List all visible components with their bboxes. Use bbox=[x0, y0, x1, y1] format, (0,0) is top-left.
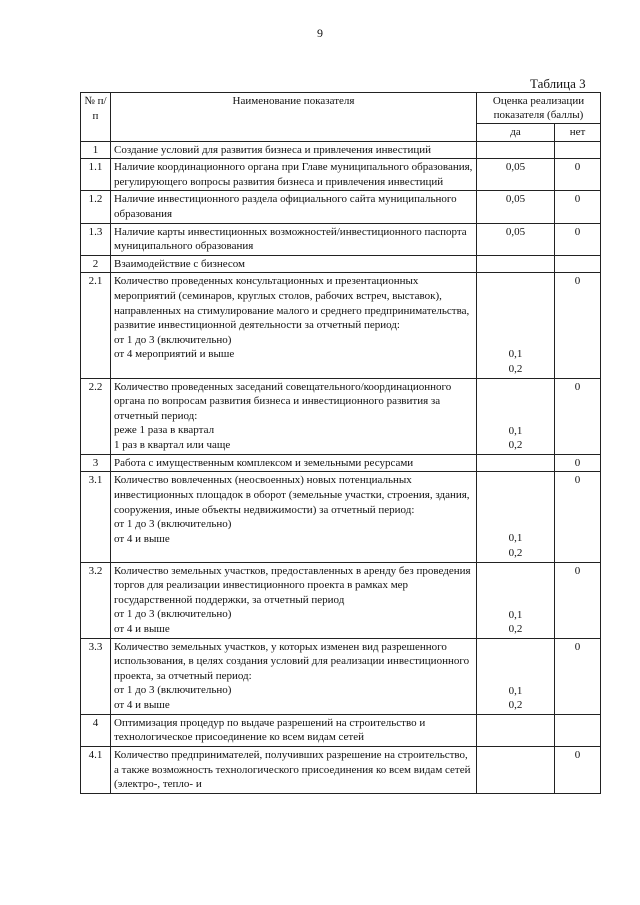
table-row bbox=[81, 747, 601, 794]
row-option: реже 1 раза в квартал bbox=[114, 424, 215, 437]
row-no: 0 bbox=[555, 378, 601, 454]
row-name-cell bbox=[111, 273, 477, 378]
row-option: от 1 до 3 (включительно) bbox=[114, 608, 232, 621]
row-yes-cell bbox=[477, 378, 555, 454]
row-num: 1.1 bbox=[81, 159, 111, 191]
row-no: 0 bbox=[555, 191, 601, 223]
row-no: 0 bbox=[555, 562, 601, 638]
row-yes: 0,05 bbox=[477, 223, 555, 255]
table-row bbox=[81, 191, 601, 223]
row-name-cell bbox=[111, 472, 477, 562]
row-yes: 0,05 bbox=[477, 159, 555, 191]
row-option: от 1 до 3 (включительно) bbox=[114, 684, 232, 697]
row-no: 0 bbox=[555, 472, 601, 562]
row-name: Работа с имущественным комплексом и земельными ресурсами bbox=[111, 454, 477, 472]
row-num: 1 bbox=[81, 141, 111, 159]
row-yes: 0,05 bbox=[477, 191, 555, 223]
header-yes: да bbox=[477, 124, 555, 142]
row-name: Взаимодействие с бизнесом bbox=[111, 255, 477, 273]
row-option: от 4 и выше bbox=[114, 532, 170, 545]
row-yes bbox=[477, 747, 555, 794]
table-row bbox=[81, 255, 601, 273]
row-num: 2 bbox=[81, 255, 111, 273]
header-num: № п/п bbox=[81, 93, 111, 142]
table-row bbox=[81, 273, 601, 378]
row-no: 0 bbox=[555, 223, 601, 255]
header-name: Наименование показателя bbox=[111, 93, 477, 142]
header-no: нет bbox=[555, 124, 601, 142]
header-score: Оценка реализации показателя (баллы) bbox=[477, 93, 601, 124]
row-no: 0 bbox=[555, 273, 601, 378]
row-yes: 0,2 bbox=[508, 546, 523, 559]
table-row bbox=[81, 472, 601, 562]
row-yes: 0,2 bbox=[508, 439, 523, 452]
row-no bbox=[555, 714, 601, 746]
row-num: 3.2 bbox=[81, 562, 111, 638]
row-no: 0 bbox=[555, 747, 601, 794]
row-num: 2.1 bbox=[81, 273, 111, 378]
table-row bbox=[81, 141, 601, 159]
row-name-cell bbox=[111, 562, 477, 638]
table-row bbox=[81, 378, 601, 454]
table-row bbox=[81, 638, 601, 714]
row-name: Количество проведенных заседаний совещательного/координационного органа по вопросам развития бизнеса и инвестиционного развития за отчетный период: bbox=[114, 380, 452, 422]
row-num: 4.1 bbox=[81, 747, 111, 794]
page-number: 9 bbox=[317, 26, 323, 40]
row-yes: 0,2 bbox=[508, 623, 523, 636]
table-row bbox=[81, 454, 601, 472]
row-option: от 1 до 3 (включительно) bbox=[114, 333, 232, 346]
row-no: 0 bbox=[555, 159, 601, 191]
row-yes bbox=[477, 714, 555, 746]
table-row bbox=[81, 159, 601, 191]
row-name-cell bbox=[111, 378, 477, 454]
row-yes: 0,1 bbox=[508, 684, 523, 697]
row-name: Количество предпринимателей, получивших разрешение на строительство, а также возможность технологического присоединения ко всем видам сетей (электро-, тепло- и bbox=[111, 747, 477, 794]
row-no: 0 bbox=[555, 638, 601, 714]
row-name: Количество земельных участков, предоставленных в аренду без проведения торгов для реализации инвестиционного проекта в рамках мер государственной поддержки, за отчетный период bbox=[114, 564, 471, 606]
row-yes: 0,2 bbox=[508, 362, 523, 375]
row-no bbox=[555, 141, 601, 159]
row-yes-cell bbox=[477, 562, 555, 638]
row-name: Наличие инвестиционного раздела официального сайта муниципального образования bbox=[111, 191, 477, 223]
row-num: 3.1 bbox=[81, 472, 111, 562]
row-name-cell bbox=[111, 638, 477, 714]
row-yes bbox=[477, 454, 555, 472]
row-yes: 0,2 bbox=[508, 699, 523, 712]
row-option: 1 раз в квартал или чаще bbox=[114, 438, 231, 451]
row-num: 2.2 bbox=[81, 378, 111, 454]
row-num: 4 bbox=[81, 714, 111, 746]
row-yes-cell bbox=[477, 638, 555, 714]
indicator-table bbox=[80, 92, 601, 794]
row-name: Оптимизация процедур по выдаче разрешений на строительство и технологическое присоединение ко всем видам сетей bbox=[111, 714, 477, 746]
table-row bbox=[81, 223, 601, 255]
row-yes-cell bbox=[477, 472, 555, 562]
row-yes: 0,1 bbox=[508, 424, 523, 437]
table-caption: Таблица 3 bbox=[530, 76, 586, 91]
row-name: Количество вовлеченных (неосвоенных) новых потенциальных инвестиционных площадок в оборот (земельные участки, строения, здания, сооружения, иные объекты недвижимости) за отчетный период: bbox=[114, 474, 470, 516]
row-yes bbox=[477, 255, 555, 273]
header-row bbox=[81, 93, 601, 124]
row-name: Создание условий для развития бизнеса и привлечения инвестиций bbox=[111, 141, 477, 159]
row-option: от 1 до 3 (включительно) bbox=[114, 518, 232, 531]
row-yes: 0,1 bbox=[508, 348, 523, 361]
row-num: 1.2 bbox=[81, 191, 111, 223]
row-num: 3.3 bbox=[81, 638, 111, 714]
row-num: 1.3 bbox=[81, 223, 111, 255]
table-row bbox=[81, 562, 601, 638]
row-yes: 0,1 bbox=[508, 532, 523, 545]
row-yes: 0,1 bbox=[508, 608, 523, 621]
row-name: Количество проведенных консультационных и презентационных мероприятий (семинаров, круглых столов, рабочих встреч, выставок), направленных на стимулирование малого и среднего предпринимательства, развитие инвестиционной деятельности за отчетный период: bbox=[114, 275, 470, 332]
row-no: 0 bbox=[555, 454, 601, 472]
row-name: Наличие карты инвестиционных возможностей/инвестиционного паспорта муниципального образования bbox=[111, 223, 477, 255]
row-option: от 4 и выше bbox=[114, 699, 170, 712]
row-option: от 4 мероприятий и выше bbox=[114, 348, 235, 361]
row-yes-cell bbox=[477, 273, 555, 378]
row-name: Наличие координационного органа при Главе муниципального образования, регулирующего вопросы развития бизнеса и привлечения инвестиций bbox=[111, 159, 477, 191]
row-yes bbox=[477, 141, 555, 159]
row-no bbox=[555, 255, 601, 273]
table-row bbox=[81, 714, 601, 746]
row-name: Количество земельных участков, у которых изменен вид разрешенного использования, в целях создания условий для реализации инвестиционного проекта, за отчетный период: bbox=[114, 640, 470, 682]
row-num: 3 bbox=[81, 454, 111, 472]
row-option: от 4 и выше bbox=[114, 622, 170, 635]
